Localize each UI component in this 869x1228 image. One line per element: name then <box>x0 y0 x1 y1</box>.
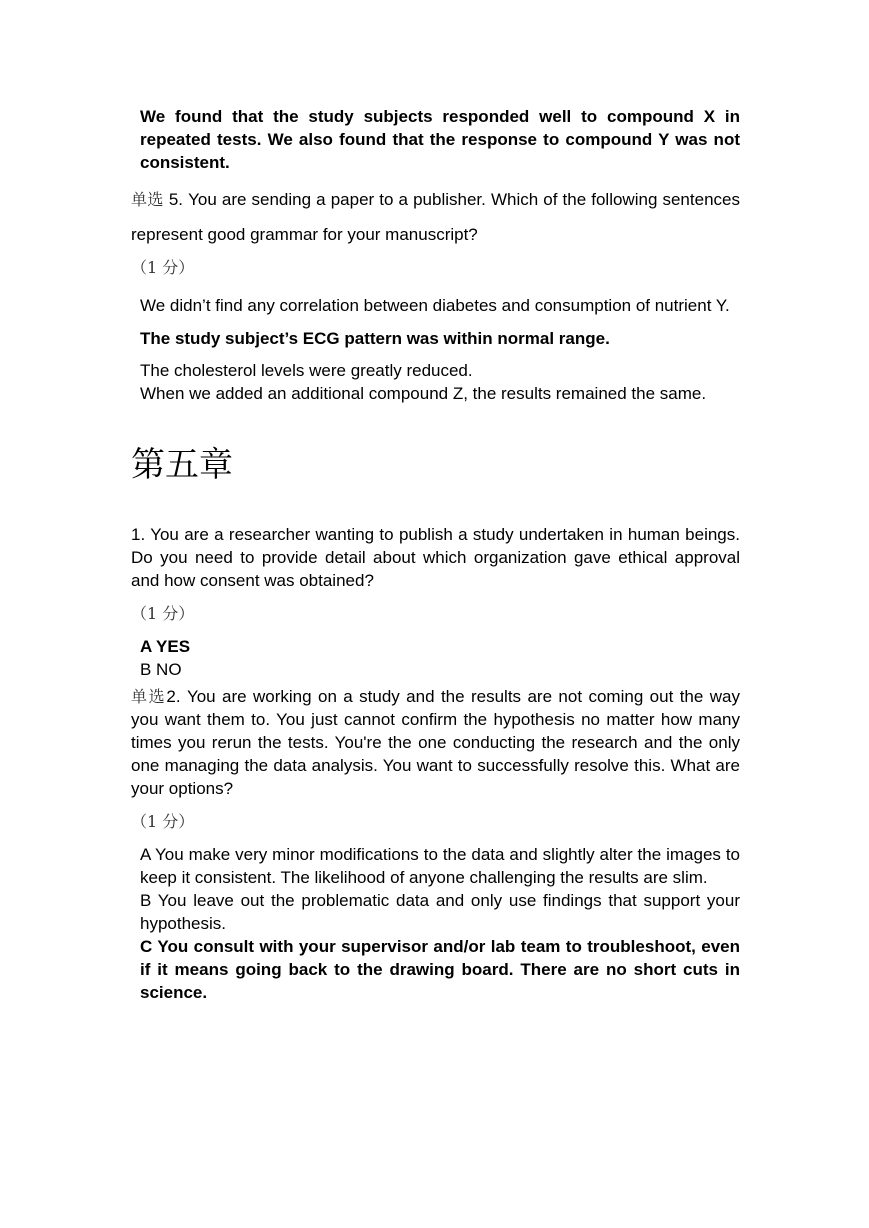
question-q5 <box>131 182 740 405</box>
chapter-title: 第五章 <box>131 445 233 485</box>
option-a: A You make very minor modifications to the data and slightly alter the images to keep it consistent. The likelihood of anyone challenging the results are slim. <box>140 845 740 887</box>
question-body: 5. You are sending a paper to a publisher. Which of the following sentences represent good grammar for your manuscript? <box>131 190 740 244</box>
question-text <box>131 182 740 252</box>
option-c: The cholesterol levels were greatly reduced. <box>140 361 473 380</box>
question-ch5-q1 <box>131 523 740 681</box>
question-text: 1. You are a researcher wanting to publish a study undertaken in human beings. Do you need to provide detail about which organization gave ethical approval and how consent was obtained? <box>131 525 740 590</box>
option-b: B NO <box>140 660 182 679</box>
question-points: （1 分） <box>131 812 195 831</box>
question-type-label: 单选 <box>131 687 167 706</box>
option-a-correct: A YES <box>140 637 191 656</box>
prev-question-correct-answer: We found that the study subjects responded well to compound X in repeated tests. We also found that the response to compound Y was not consistent. <box>140 107 740 172</box>
option-d: When we added an additional compound Z, the results remained the same. <box>140 384 707 403</box>
option-a: We didn’t find any correlation between diabetes and consumption of nutrient Y. <box>140 296 730 315</box>
question-type-label: 单选 <box>131 190 164 209</box>
option-c-correct: C You consult with your supervisor and/or lab team to troubleshoot, even if it means going back to the drawing board. There are no short cuts in science. <box>140 937 740 1002</box>
question-text <box>131 685 740 800</box>
question-points: （1 分） <box>131 258 195 277</box>
question-body: 2. You are working on a study and the results are not coming out the way you want them to. You just cannot confirm the hypothesis no matter how many times you rerun the tests. You're the one conducting the research and the only one managing the data analysis. You want to successfully resolve this. What are your options? <box>131 687 740 798</box>
option-b: B You leave out the problematic data and only use findings that support your hypothesis. <box>140 891 740 933</box>
question-points: （1 分） <box>131 604 195 623</box>
document-page <box>131 105 740 1004</box>
option-b-correct: The study subject’s ECG pattern was within normal range. <box>140 329 610 348</box>
question-ch5-q2 <box>131 685 740 1004</box>
